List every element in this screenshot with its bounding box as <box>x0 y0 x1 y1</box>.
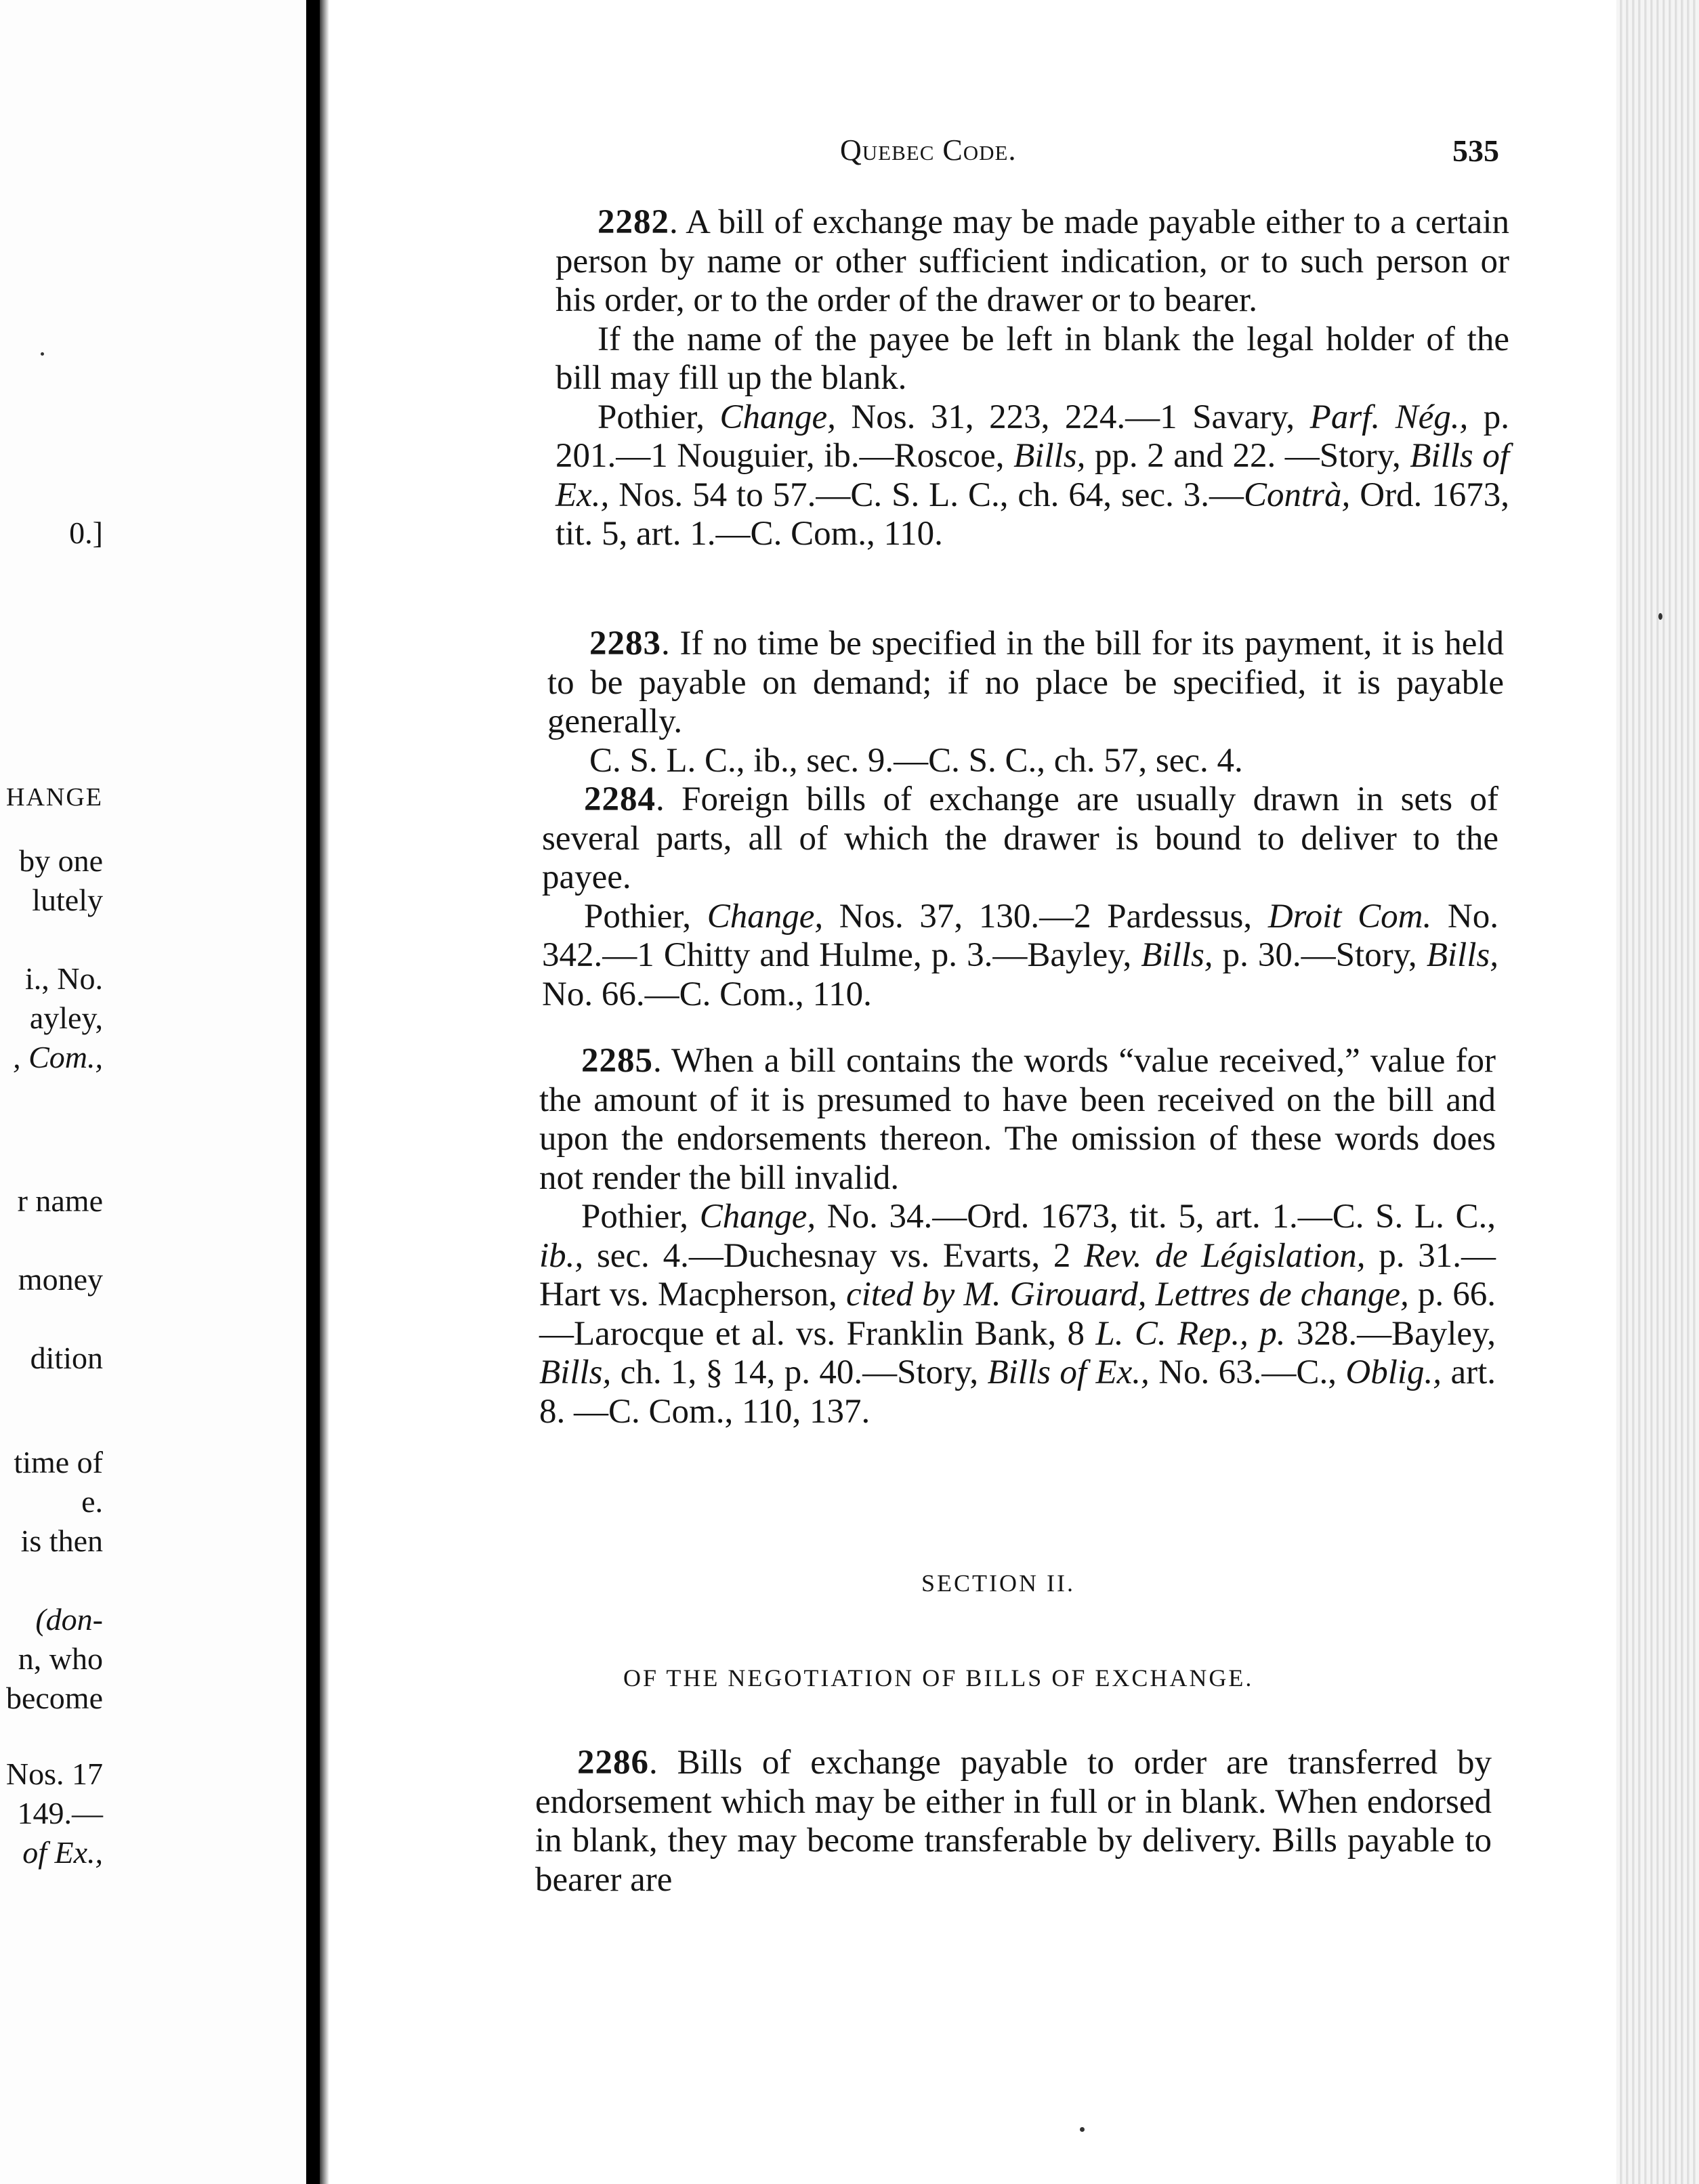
article-number: 2283 <box>589 625 661 663</box>
article-paragraph <box>542 780 1498 898</box>
citation-run: Rev. de Législation, <box>1084 1236 1366 1275</box>
article-2285 <box>539 1042 1496 1431</box>
citation-run: Bills of Ex., <box>555 437 1509 514</box>
citation-run: No. 34.—Ord. 1673, tit. 5, art. 1.—C. S. L. C., <box>816 1198 1496 1236</box>
citation-run: Pothier, <box>584 897 707 936</box>
article-text: . Bills of exchange payable to order are transferred by endorsement which may be either in full or in blank. When endorsed in blank, they may become transferable by delivery. Bills payable to bearer are <box>535 1744 1492 1899</box>
article-text: . When a bill contains the words “value received,” value for the amount of it is presumed to have been received on the bill and upon the endorsements thereon. The omission of these words does not render the bill invalid. <box>539 1042 1496 1197</box>
article-2284 <box>542 780 1498 1014</box>
citation-run: Oblig., <box>1345 1353 1442 1391</box>
citation-run: C. S. L. C., ib., sec. 9.—C. S. C., ch. 57, sec. 4. <box>589 741 1243 780</box>
article-text: . If no time be specified in the bill for its payment, it is held to be payable on demand; if no place be specified, it is payable generally. <box>547 625 1504 740</box>
article-number: 2285 <box>581 1042 653 1080</box>
citation-run: Bills, <box>539 1353 612 1391</box>
citation-run: Nos. 54 to 57.—C. S. L. C., ch. 64, sec. 3.— <box>609 476 1244 514</box>
article-paragraph <box>535 1744 1492 1899</box>
citation-block <box>555 398 1509 554</box>
left-page-line: Nos. 17 <box>5 1757 103 1791</box>
left-page-line: e. <box>81 1484 103 1519</box>
citation-run: Change, <box>719 398 836 436</box>
citation-run: p. 30.—Story, <box>1213 936 1427 974</box>
citation-run: Change, <box>699 1198 816 1236</box>
citation-run: Contrà, <box>1244 476 1351 514</box>
article-2282 <box>555 203 1509 554</box>
article-number: 2286 <box>577 1744 649 1782</box>
left-page-line: ayley, <box>29 1001 103 1035</box>
article-2283 <box>547 625 1504 780</box>
citation-run: Pothier, <box>581 1198 700 1236</box>
left-page-line: is then <box>20 1524 103 1558</box>
print-speck <box>1658 613 1662 620</box>
citation-run: Ord. 1673, tit. 5, art. 1.—C. Com., 110. <box>555 476 1509 553</box>
citation-block <box>542 898 1498 1015</box>
citation-run: p. 201.—1 Nouguier, ib.—Roscoe, <box>555 398 1509 475</box>
citation-run: ch. 1, § 14, p. 40.—Story, <box>611 1353 988 1391</box>
running-head: Quebec Code. <box>840 133 1017 167</box>
left-page-line: 0.] <box>69 516 103 550</box>
citation-run: Parf. Nég., <box>1309 398 1469 436</box>
left-page-line: HANGE <box>6 783 103 812</box>
citation-run: Nos. 31, 223, 224.—1 Savary, <box>835 398 1310 436</box>
left-page-line: time of <box>14 1445 103 1479</box>
left-page-line: 149.— <box>17 1796 103 1830</box>
citation-run: Bills, <box>1141 936 1213 974</box>
article-paragraph <box>555 203 1509 320</box>
citation-run: Bills of Ex., <box>987 1353 1150 1391</box>
left-page-line: money <box>18 1262 103 1297</box>
book-gutter <box>320 0 329 2184</box>
left-page-line: by one <box>19 843 103 878</box>
citation-run: Bills, <box>1426 936 1498 974</box>
citation-run: p. 66.—Larocque et al. vs. Franklin Bank, 8 <box>539 1276 1496 1353</box>
citation-run: Change, <box>707 897 824 936</box>
left-page-line: i., No. <box>25 961 103 996</box>
article-number: 2282 <box>597 203 669 241</box>
section-title: OF THE NEGOTIATION OF BILLS OF EXCHANGE. <box>623 1664 1254 1692</box>
article-paragraph <box>555 320 1509 398</box>
left-page-line: , Com., <box>13 1040 103 1074</box>
citation-run: No. 66.—C. Com., 110. <box>542 975 872 1013</box>
citation-run: Nos. 37, 130.—2 Pardessus, <box>823 897 1268 936</box>
left-facing-page <box>0 0 306 2184</box>
left-page-line: dition <box>30 1341 103 1375</box>
article-text: If the name of the payee be left in blank the legal holder of the bill may fill up the blank. <box>555 320 1509 397</box>
article-paragraph <box>539 1042 1496 1198</box>
citation-run: No. 342.—1 Chitty and Hulme, p. 3.—Bayley, <box>542 897 1499 974</box>
citation-run: Bills, <box>1013 437 1086 475</box>
citation-block <box>547 742 1504 781</box>
citation-run: No. 63.—C., <box>1149 1353 1346 1391</box>
citation-run: Pothier, <box>597 398 720 436</box>
citation-block <box>539 1198 1496 1431</box>
article-number: 2284 <box>584 780 656 818</box>
left-page-line: n, who <box>18 1641 103 1676</box>
page-number: 535 <box>1452 133 1499 168</box>
article-text: . A bill of exchange may be made payable either to a certain person by name or other sufficient indication, or to such person or his order, or to the order of the drawer or to bearer. <box>555 203 1509 319</box>
citation-run: art. 8. —C. Com., 110, 137. <box>539 1353 1496 1431</box>
citation-run: pp. 2 and 22. —Story, <box>1085 437 1410 475</box>
citation-run: p. 31.—Hart vs. Macpherson, <box>539 1236 1496 1314</box>
print-speck <box>1080 2127 1085 2132</box>
citation-run: cited by M. Girouard, Lettres de change, <box>845 1276 1409 1314</box>
citation-run: ib., <box>539 1236 584 1275</box>
article-2286 <box>535 1744 1492 1899</box>
citation-run: 328.—Bayley, <box>1285 1314 1496 1353</box>
left-page-line: (don- <box>35 1602 103 1637</box>
article-text: . Foreign bills of exchange are usually drawn in sets of several parts, all of which the drawer is bound to deliver to the payee. <box>542 780 1498 896</box>
book-spine-shadow <box>306 0 320 2184</box>
page-edges <box>1616 0 1699 2184</box>
left-page-line: lutely <box>32 883 103 917</box>
citation-run: Droit Com. <box>1267 897 1432 936</box>
section-heading: SECTION II. <box>921 1570 1075 1597</box>
print-speck <box>41 352 44 356</box>
left-page-line: r name <box>17 1183 103 1218</box>
left-page-line: of Ex., <box>22 1835 103 1870</box>
citation-run: sec. 4.—Duchesnay vs. Evarts, 2 <box>583 1236 1085 1275</box>
citation-run: L. C. Rep., p. <box>1095 1314 1286 1353</box>
left-page-line: become <box>5 1681 103 1715</box>
article-paragraph <box>547 625 1504 742</box>
